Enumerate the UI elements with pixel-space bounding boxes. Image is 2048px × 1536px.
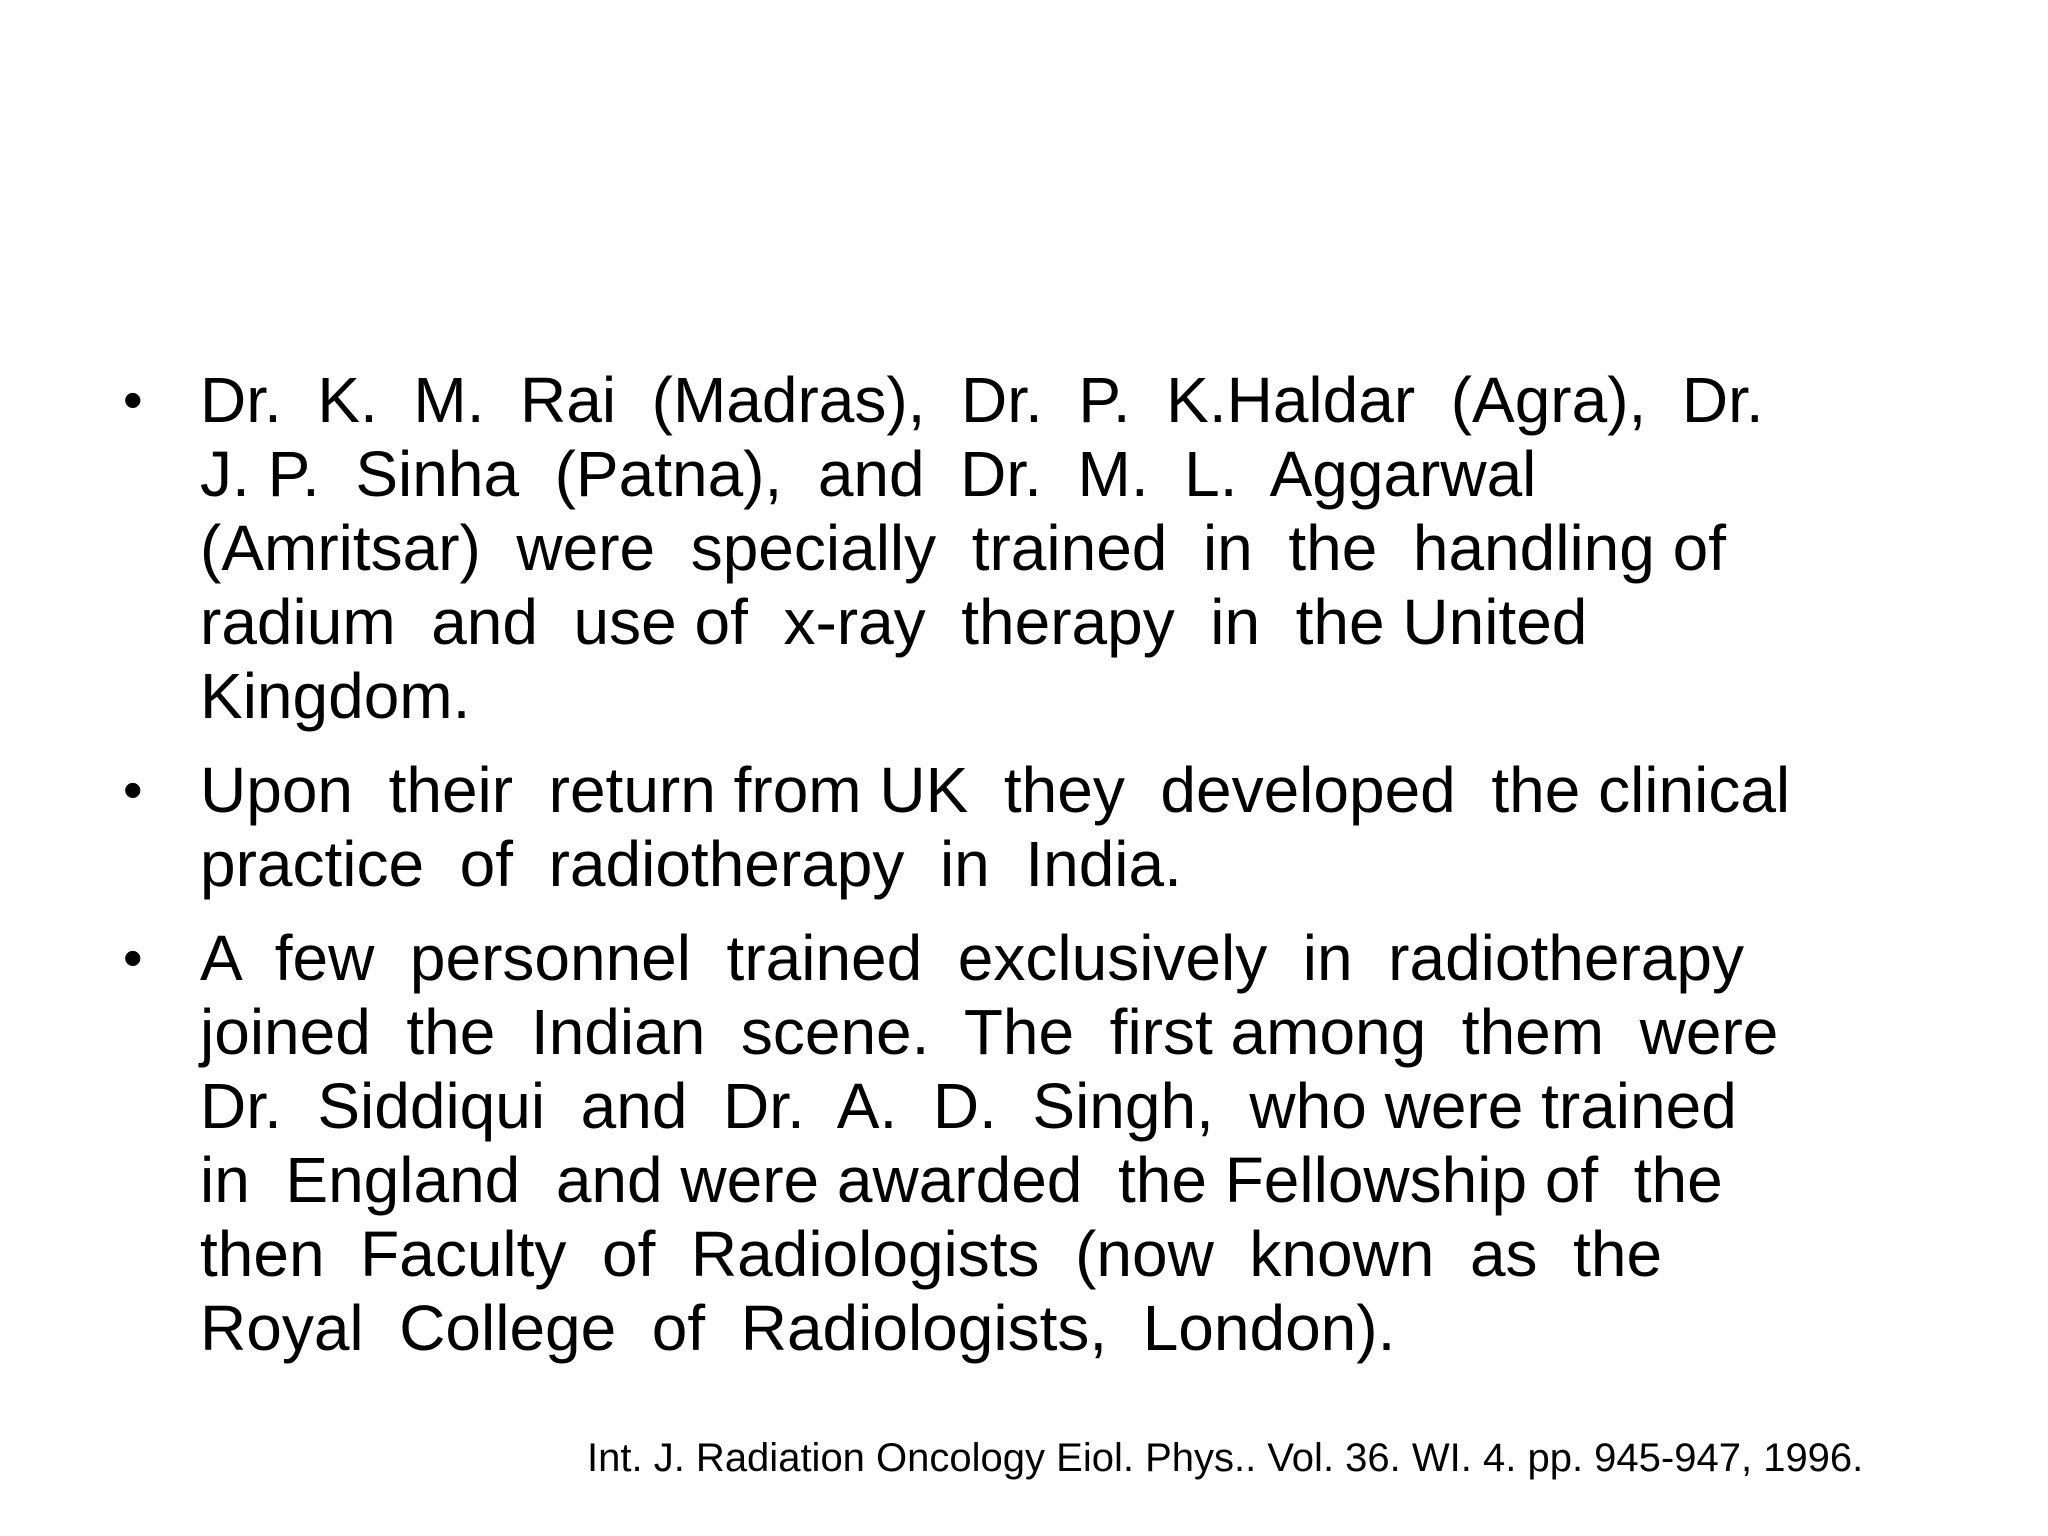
- bullet-item: [0, 363, 2048, 733]
- bullet-text-line: Royal College of Radiologists, London).: [200, 1292, 1396, 1364]
- bullet-point-icon: •: [123, 758, 143, 821]
- bullet-text-line: Kingdom.: [200, 660, 471, 732]
- bullet-text-line: Upon their return from UK they developed the clinical: [200, 754, 1791, 826]
- bullet-text-line: J. P. Sinha (Patna), and Dr. M. L. Aggarwal: [200, 438, 1537, 510]
- bullet-text-line: Dr. Siddiqui and Dr. A. D. Singh, who were trained: [200, 1070, 1737, 1142]
- bullet-point-icon: •: [123, 926, 143, 989]
- bullet-text-line: (Amritsar) were specially trained in the handling of: [200, 512, 1726, 584]
- bullet-text-line: joined the Indian scene. The first among them were: [200, 996, 1779, 1068]
- bullet-item: [0, 921, 2048, 1365]
- bullet-text-line: A few personnel trained exclusively in radiotherapy: [200, 922, 1744, 994]
- bullet-text-line: then Faculty of Radiologists (now known as the: [200, 1218, 1663, 1290]
- bullet-text-line: radium and use of x-ray therapy in the United: [200, 586, 1588, 658]
- bullet-text-line: Dr. K. M. Rai (Madras), Dr. P. K.Haldar (Agra), Dr.: [200, 364, 1764, 436]
- bullet-point-icon: •: [123, 368, 143, 431]
- citation-reference: Int. J. Radiation Oncology Eiol. Phys.. Vol. 36. WI. 4. pp. 945-947, 1996.: [587, 1436, 1864, 1480]
- bullet-list: [0, 363, 2048, 1385]
- bullet-text-line: practice of radiotherapy in India.: [200, 828, 1182, 900]
- bullet-text-line: in England and were awarded the Fellowship of the: [200, 1144, 1723, 1216]
- bullet-item: [0, 753, 2048, 901]
